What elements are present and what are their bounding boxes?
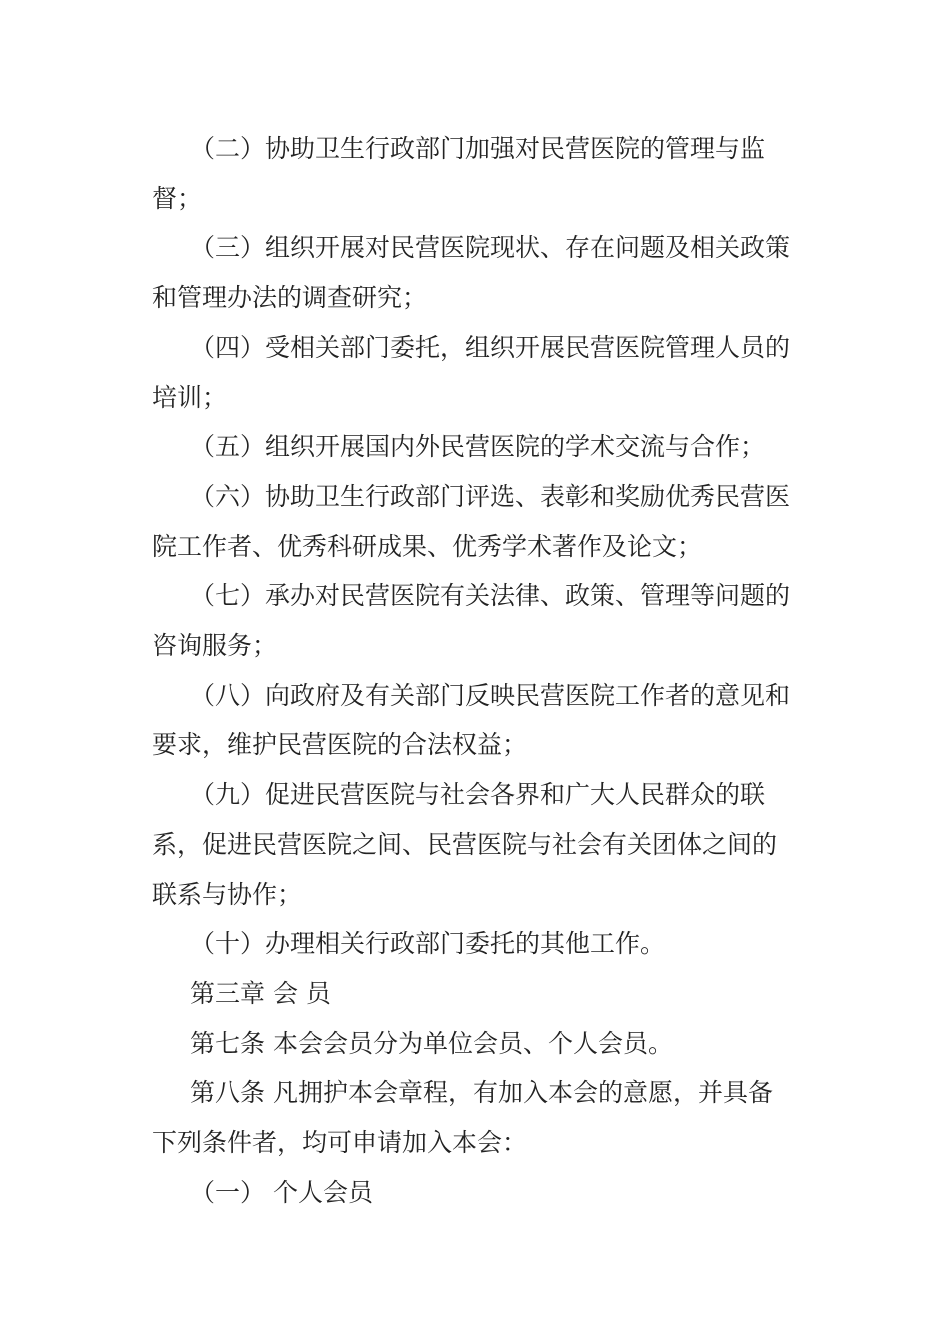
article-8: 第八条 凡拥护本会章程，有加入本会的意愿，并具备下列条件者，均可申请加入本会： [152, 1078, 773, 1158]
document-body [152, 124, 792, 1217]
article-7: 第七条 本会会员分为单位会员、个人会员。 [190, 1028, 673, 1058]
paragraph-item-9: （九）促进民营医院与社会各界和广大人民群众的联系，促进民营医院之间、民营医院与社会有关团体之间的联系与协作； [152, 780, 778, 909]
paragraph-item-7: （七）承办对民营医院有关法律、政策、管理等问题的咨询服务； [152, 581, 791, 661]
paragraph-item-6: （六）协助卫生行政部门评选、表彰和奖励优秀民营医院工作者、优秀科研成果、优秀学术著作及论文； [152, 481, 791, 561]
paragraph-item-2: （二）协助卫生行政部门加强对民营医院的管理与监督； [152, 134, 766, 213]
paragraph-item-5: （五）组织开展国内外民营医院的学术交流与合作； [190, 432, 766, 462]
paragraph-item-3: （三）组织开展对民营医院现状、存在问题及相关政策和管理办法的调查研究； [152, 233, 791, 313]
paragraph-item-8: （八）向政府及有关部门反映民营医院工作者的意见和要求，维护民营医院的合法权益； [152, 680, 791, 760]
paragraph-item-10: （十）办理相关行政部门委托的其他工作。 [190, 929, 666, 959]
paragraph-item-4: （四）受相关部门委托，组织开展民营医院管理人员的培训； [152, 332, 791, 412]
subsection-individual-member: （一） 个人会员 [190, 1177, 373, 1207]
chapter-heading: 第三章 会 员 [190, 978, 331, 1008]
